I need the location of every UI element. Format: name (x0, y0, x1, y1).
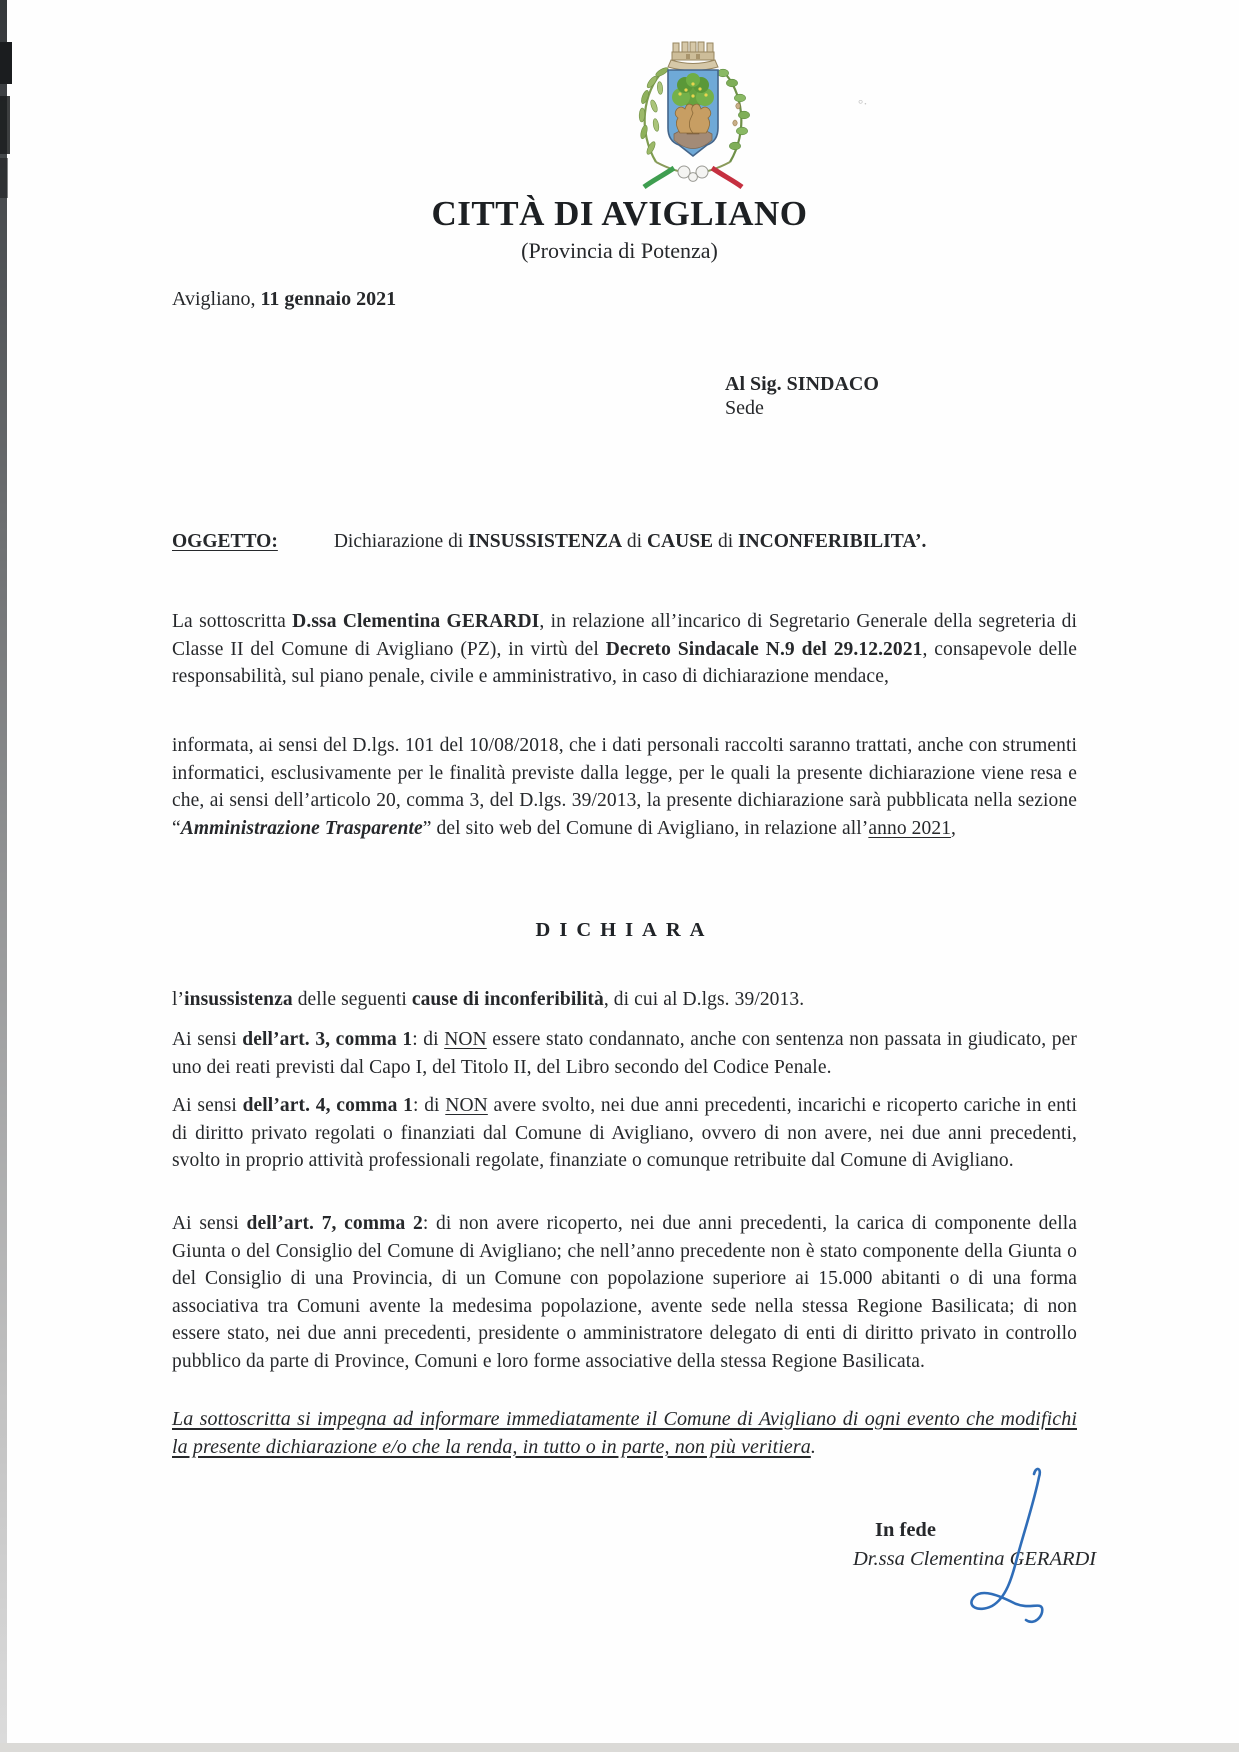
text-segment: informata, ai sensi del D.lgs. 101 del 10/08/2018, che i dati personali raccolti saranno trattati, anche con strumenti informatici, esclusivamente per le finalità previste dalla legge, per le quali la presente dichiarazione viene resa e che, ai sensi dell’articolo 20, comma 3, del D.lgs. 39/2013, la presente dichiarazione sarà pubblicata nella sezione “ (172, 735, 1077, 839)
scan-bottom-shadow (0, 1743, 1239, 1752)
text-segment: delle seguenti (292, 989, 412, 1010)
text-segment: ” del sito web del Comune di Avigliano, in relazione all’ (422, 817, 869, 839)
paragraph-privacy (172, 732, 1077, 842)
crest-olive-branch (639, 66, 670, 162)
text-segment: , consapevole delle responsabilità, sul piano penale, civile e amministrativo, in caso di dichiarazione mendace, (172, 638, 1078, 687)
subject-label: OGGETTO: (172, 531, 278, 552)
dateline (172, 288, 396, 311)
text-segment: di (713, 531, 738, 552)
text-segment: 11 gennaio 2021 (260, 288, 397, 310)
text-segment: : di (413, 1095, 446, 1116)
scan-speck: °· (858, 96, 868, 111)
handwritten-signature-icon (930, 1450, 1070, 1645)
text-segment: NON (444, 1029, 487, 1050)
text-segment: La sottoscritta si impegna ad informare immediatamente il Comune di Avigliano di ogni evento che modifichi la presente dichiarazione e/o che la renda, in tutto o in parte, non più veritiera (172, 1408, 1077, 1458)
text-segment: Decreto Sindacale N.9 del 29.12.2021 (605, 638, 923, 660)
text-segment: essere stato condannato, anche con sentenza non passata in giudicato, per uno dei reati previsti dal Capo I, del Titolo II, del Libro secondo del Codice Penale. (172, 1029, 1077, 1078)
text-segment: di (622, 531, 647, 552)
text-segment: Amministrazione Trasparente (180, 817, 423, 839)
text-segment: Ai sensi (172, 1095, 243, 1116)
text-segment: INSUSSISTENZA (468, 531, 623, 552)
crest-lion-right (689, 104, 710, 133)
paragraph-declaration (172, 986, 1077, 1014)
signatory-name: Dr.ssa Clementina GERARDI (853, 1548, 1097, 1570)
text-segment: NON (445, 1095, 488, 1116)
subject-line (172, 531, 1077, 553)
text-segment: CAUSE (646, 531, 714, 552)
scan-edge-mark (0, 158, 8, 198)
text-segment: Ai sensi (172, 1213, 247, 1234)
text-segment: , in relazione all’incarico di Segretario Generale della segreteria di Classe II del Comune di Avigliano (PZ), in virtù del (172, 611, 1077, 660)
text-segment: : di non avere ricoperto, nei due anni precedenti, la carica di componente della Giunta o del Consiglio del Comune di Avigliano; che nell’anno precedente non è stato componente della Giunta o del Consiglio di una Provincia, di un Comune con popolazione superiore ai 15.000 abitanti o di una forma associativa tra Comuni avente la medesima popolazione, avente sede nella stessa Regione Basilicata; di non essere stato, nei due anni precedenti, presidente o amministratore delegato di enti di diritto privato in controllo pubblico da parte di Province, Comuni e loro forme associative della stessa Regione Basilicata. (172, 1213, 1078, 1372)
crest-crown (668, 42, 718, 71)
scan-edge-mark (0, 96, 10, 154)
page-title: CITTÀ DI AVIGLIANO (431, 194, 808, 233)
text-segment: Dichiarazione di (333, 531, 469, 552)
crest-ribbon (644, 162, 742, 187)
page-subtitle: (Provincia di Potenza) (521, 238, 718, 263)
text-segment: dell’art. 3, comma 1 (242, 1029, 413, 1050)
text-segment: anno 2021 (868, 817, 952, 839)
subject-text (334, 531, 927, 552)
text-segment: INCONFERIBILITA’. (737, 531, 927, 552)
text-segment: insussistenza (184, 989, 293, 1010)
city-crest-icon (616, 30, 770, 190)
text-segment: cause di inconferibilità (411, 989, 604, 1010)
text-segment: , di cui al D.lgs. 39/2013. (603, 989, 805, 1010)
paragraph-art3 (172, 1026, 1077, 1081)
text-segment: l’ (172, 989, 185, 1010)
text-segment: : di (412, 1029, 445, 1050)
paragraph-art4 (172, 1092, 1077, 1175)
crest-shield (668, 70, 718, 156)
paragraph-art7 (172, 1210, 1077, 1375)
text-segment: dell’art. 7, comma 2 (246, 1213, 423, 1234)
text-segment: Avigliano, (172, 288, 261, 310)
text-segment: Ai sensi (172, 1029, 243, 1050)
declaration-heading: DICHIARA (535, 919, 714, 941)
text-segment: dell’art. 4, comma 1 (242, 1095, 413, 1116)
crest-oak-branch (717, 69, 749, 162)
text-segment: D.ssa Clementina GERARDI (292, 611, 540, 632)
text-segment: , (951, 817, 957, 839)
signature-closing: In fede (875, 1519, 936, 1541)
text-segment: . (810, 1435, 816, 1458)
scan-edge-mark (0, 42, 12, 84)
text-segment: avere svolto, nei due anni precedenti, incarichi e ricoperto cariche in enti di diritto privato regolati o finanziati dal Comune di Avigliano, ovvero di non avere, nei due anni precedenti, svolto in proprio attività professionali regolate, finanziate o comunque retribuite dal Comune di Avigliano. (172, 1095, 1077, 1171)
recipient-block (725, 372, 879, 420)
paragraph-intro (172, 608, 1077, 691)
recipient-location: Sede (725, 397, 764, 419)
recipient-to: Al Sig. SINDACO (725, 373, 879, 395)
text-segment: La sottoscritta (172, 611, 293, 632)
